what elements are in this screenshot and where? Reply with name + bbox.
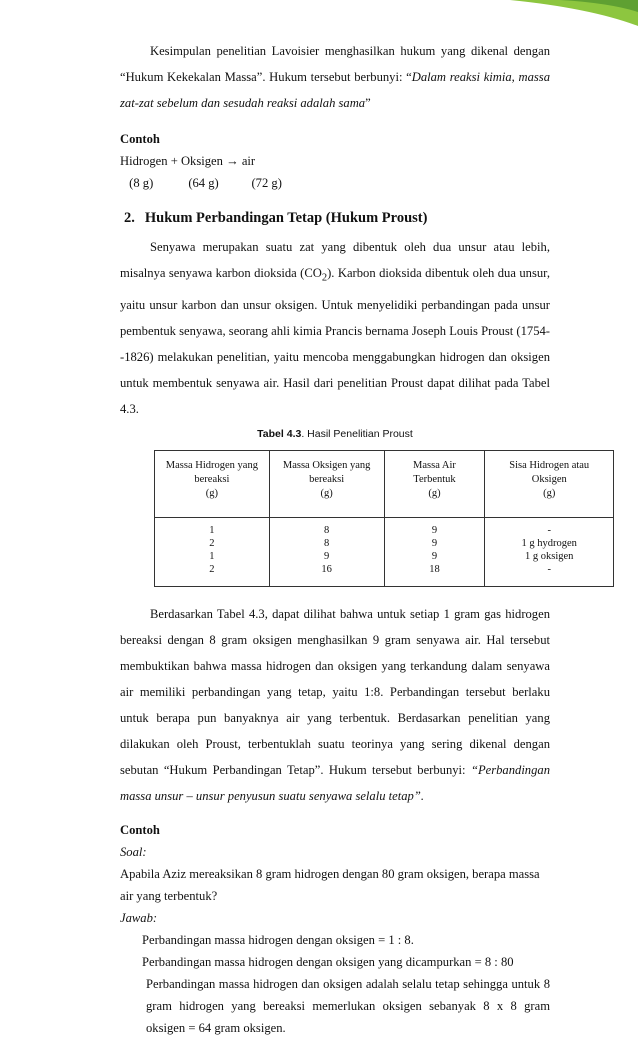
paragraph-lavoisier bbox=[120, 38, 550, 116]
table-cell: - 1 g hydrogen 1 g oksigen - bbox=[485, 517, 614, 586]
paragraph-berdasarkan bbox=[120, 601, 550, 809]
quote-close: ” bbox=[365, 96, 371, 110]
section-heading bbox=[124, 206, 550, 230]
law-quote: “Perbandingan massa unsur – unsur penyusun suatu senyawa selalu tetap”. bbox=[120, 762, 550, 803]
table-caption-number: Tabel 4.3 bbox=[257, 427, 302, 440]
table-caption bbox=[120, 426, 550, 442]
table-row bbox=[155, 517, 614, 586]
table-header-cell: Massa Hidrogen yang bereaksi (g) bbox=[155, 450, 270, 517]
document-page bbox=[120, 38, 590, 1039]
table-header-cell: Massa Oksigen yang bereaksi (g) bbox=[269, 450, 384, 517]
mass-hydrogen: (8 g) bbox=[129, 176, 154, 190]
table-caption-text: . Hasil Penelitian Proust bbox=[301, 427, 413, 440]
section-title: Hukum Perbandingan Tetap (Hukum Proust) bbox=[144, 210, 428, 226]
answer-step: Perbandingan massa hidrogen dan oksigen adalah selalu tetap sehingga untuk 8 gram hidrogen yang bereaksi memerlukan oksigen sebanyak 8 x 8 gram oksigen = 64 gram oksigen. bbox=[146, 976, 550, 1035]
answer-label: Jawab: bbox=[120, 910, 158, 925]
question-label: Soal: bbox=[120, 844, 147, 859]
paragraph-senyawa bbox=[120, 234, 550, 422]
subscript: 2 bbox=[321, 272, 328, 284]
paragraph-text: Kesimpulan penelitian Lavoisier menghasilkan hukum yang dikenal dengan “Hukum Kekekalan Massa”. Hukum tersebut berbunyi: “ bbox=[120, 44, 550, 84]
paragraph-text: ). Karbon dioksida dibentuk oleh dua unsur, yaitu unsur karbon dan unsur oksigen. Untuk menyelidiki perbandingan pada unsur pembentuk senyawa, seorang ahli kimia Prancis bernama Joseph Louis Proust (1754--1826) melakukan penelitian, yaitu mencoba menggabungkan hidrogen dan oksigen untuk membentuk senyawa air. Hasil dari penelitian Proust dapat dilihat pada Tabel 4.3. bbox=[120, 266, 550, 416]
table-header-cell: Sisa Hidrogen atau Oksigen (g) bbox=[485, 450, 614, 517]
answer-step: Perbandingan massa hidrogen dengan oksigen = 1 : 8. bbox=[142, 932, 414, 947]
table-header-row bbox=[155, 450, 614, 517]
table-cell: 8 8 9 16 bbox=[269, 517, 384, 586]
answer-steps bbox=[120, 929, 550, 1039]
mass-oxygen: (64 g) bbox=[188, 176, 219, 190]
paragraph-text: Senyawa merupakan suatu zat yang dibentuk oleh dua unsur atau lebih, misalnya senyawa karbon dioksida (CO bbox=[120, 240, 550, 280]
section-number: 2. bbox=[124, 210, 135, 226]
mass-water: (72 g) bbox=[251, 176, 282, 190]
example-heading: Contoh bbox=[120, 822, 160, 837]
proust-results-table bbox=[154, 450, 614, 587]
reaction-equation: Hidrogen + Oksigen → air bbox=[120, 154, 256, 168]
example-heading: Contoh bbox=[120, 132, 160, 146]
table-cell: 9 9 9 18 bbox=[384, 517, 485, 586]
law-quote: Dalam reaksi kimia, massa zat-zat sebelum dan sesudah reaksi adalah sama bbox=[120, 70, 550, 110]
table-header-cell: Massa Air Terbentuk (g) bbox=[384, 450, 485, 517]
reaction-masses bbox=[120, 172, 550, 194]
answer-step: Perbandingan massa hidrogen dengan oksigen yang dicampurkan = 8 : 80 bbox=[142, 954, 514, 969]
table-cell: 1 2 1 2 bbox=[155, 517, 270, 586]
question-text: Apabila Aziz mereaksikan 8 gram hidrogen dengan 80 gram oksigen, berapa massa air yang terbentuk? bbox=[120, 866, 540, 903]
paragraph-text: Berdasarkan Tabel 4.3, dapat dilihat bahwa untuk setiap 1 gram gas hidrogen bereaksi dengan 8 gram oksigen menghasilkan 9 gram senyawa air. Hal tersebut membuktikan bahwa massa hidrogen dan oksigen yang terkandung dalam senyawa air memiliki perbandingan yang tetap, yaitu 1:8. Perbandingan tersebut berlaku untuk berapa pun banyaknya air yang terbentuk. Berdasarkan penelitian yang dilakukan oleh Proust, terbentuklah suatu teorinya yang sering dikenal dengan sebutan “Hukum Perbandingan Tetap”. Hukum tersebut berbunyi: bbox=[120, 606, 550, 777]
